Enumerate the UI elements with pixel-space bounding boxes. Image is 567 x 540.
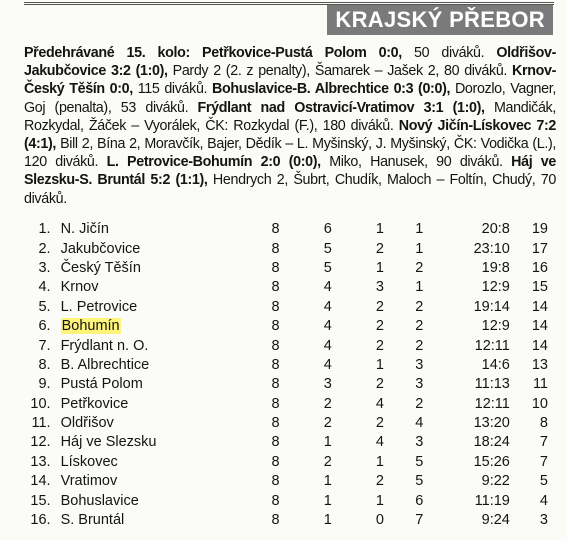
draws-cell: 1	[375, 356, 384, 373]
losses-cell: 2	[415, 259, 424, 276]
score-cell: 20:8	[481, 221, 510, 238]
points-cell: 19	[531, 221, 548, 238]
points-cell: 14	[531, 337, 548, 354]
points-cell: 7	[539, 453, 548, 470]
wins-cell: 5	[323, 240, 332, 257]
wins-cell: 3	[323, 376, 332, 393]
losses-cell: 1	[415, 221, 424, 238]
team-name: Háj ve Slezsku	[60, 434, 157, 451]
score-cell: 23:10	[473, 240, 510, 257]
points-cell: 14	[531, 318, 548, 335]
match-details: 115 diváků.	[132, 81, 213, 98]
points-cell: 16	[531, 259, 548, 276]
match-details: Hendrych 2, Šubrt, Chudík, Maloch – Foltín, Chudý, 70 diváků.	[24, 172, 556, 207]
played-cell: 8	[271, 376, 280, 393]
match-details: Dorozlo, Vagner, Goj (penalta), 53 diváků.	[24, 81, 557, 116]
team-name-highlighted: Bohumín	[61, 318, 120, 335]
table-row	[14, 336, 554, 355]
wins-cell: 6	[323, 221, 332, 238]
played-cell: 8	[271, 434, 280, 451]
points-cell: 11	[532, 376, 548, 393]
section-title: KRAJSKÝ PŘEBOR	[327, 5, 553, 35]
table-row	[14, 433, 554, 452]
table-row	[14, 220, 554, 239]
wins-cell: 4	[323, 298, 332, 315]
score-cell: 12:9	[481, 318, 510, 335]
score-cell: 12:9	[481, 279, 510, 296]
team-name: L. Petrovice	[60, 298, 138, 315]
team-cell	[61, 317, 253, 336]
score-cell: 9:22	[481, 473, 510, 490]
table-row	[14, 239, 554, 258]
losses-cell: 2	[415, 337, 424, 354]
rank-cell: 1.	[38, 221, 51, 238]
draws-cell: 1	[375, 453, 384, 470]
played-cell: 8	[271, 512, 280, 529]
match-result: Bohuslavice-B. Albrechtice 0:3 (0:0),	[212, 81, 451, 98]
table-row	[14, 453, 554, 472]
team-name: Krnov	[60, 279, 99, 296]
match-details: Pardy 2 (2. z penalty), Šamarek – Jašek 2, 80 diváků.	[167, 63, 513, 80]
rank-cell: 15.	[30, 492, 51, 509]
played-cell: 8	[271, 492, 280, 509]
match-result: Nový Jičín-Lískovec 7:2 (4:1),	[24, 117, 556, 153]
draws-cell: 2	[375, 473, 384, 490]
draws-cell: 4	[375, 434, 384, 451]
losses-cell: 6	[415, 492, 424, 509]
rank-cell: 5.	[38, 298, 51, 315]
wins-cell: 1	[323, 492, 332, 509]
losses-cell: 3	[415, 356, 424, 373]
played-cell: 8	[271, 356, 280, 373]
team-name: Petřkovice	[60, 395, 129, 412]
score-cell: 18:24	[473, 434, 510, 451]
losses-cell: 3	[415, 434, 424, 451]
losses-cell: 3	[415, 376, 424, 393]
losses-cell: 5	[415, 453, 424, 470]
wins-cell: 4	[323, 279, 332, 296]
played-cell: 8	[271, 221, 280, 238]
match-details: 50 diváků.	[401, 45, 497, 61]
table-row	[14, 414, 554, 433]
team-name: N. Jičín	[60, 221, 109, 238]
points-cell: 10	[531, 395, 548, 412]
losses-cell: 5	[415, 473, 424, 490]
wins-cell: 4	[323, 337, 332, 354]
table-row	[14, 511, 554, 530]
match-result: Oldřišov-Jakubčovice 3:2 (1:0),	[24, 45, 556, 80]
points-cell: 5	[539, 473, 548, 490]
points-cell: 7	[539, 434, 548, 451]
draws-cell: 3	[375, 279, 384, 296]
rank-cell: 4.	[38, 279, 51, 296]
draws-cell: 2	[375, 318, 384, 335]
match-result: Krnov-Český Těšín 0:0,	[24, 63, 557, 98]
team-name: Frýdlant n. O.	[60, 337, 149, 354]
draws-cell: 2	[375, 376, 384, 393]
score-cell: 19:8	[481, 259, 510, 276]
table-row	[14, 472, 554, 491]
match-details: Mandičák, Rozkydal, Žáček – Vyorálek, ČK: Rozkydal (F.), 180 diváků.	[24, 99, 556, 134]
rank-cell: 13.	[30, 453, 51, 470]
wins-cell: 4	[323, 318, 332, 335]
played-cell: 8	[271, 395, 280, 412]
team-name: Lískovec	[60, 453, 118, 470]
team-name: S. Bruntál	[60, 512, 125, 529]
draws-cell: 2	[375, 298, 384, 315]
score-cell: 12:11	[474, 337, 510, 354]
score-cell: 9:24	[481, 512, 510, 529]
wins-cell: 1	[323, 512, 332, 529]
rank-cell: 3.	[38, 259, 51, 276]
wins-cell: 1	[323, 434, 332, 451]
table-row	[14, 278, 554, 297]
rank-cell: 12.	[30, 434, 51, 451]
losses-cell: 2	[415, 298, 424, 315]
score-cell: 12:11	[474, 395, 510, 412]
rank-cell: 14.	[30, 473, 51, 490]
draws-cell: 4	[375, 395, 384, 412]
table-row	[14, 317, 554, 336]
points-cell: 13	[531, 356, 548, 373]
wins-cell: 4	[323, 356, 332, 373]
losses-cell: 2	[415, 395, 424, 412]
team-name: Pustá Polom	[60, 376, 143, 393]
match-details: Bill 2, Bína 2, Moravčík, Bajer, Dědík – L. Myšinský, J. Myšinský, ČK: Vodička (L.), 120 diváků.	[24, 136, 556, 171]
table-row	[14, 259, 554, 278]
match-result: Předehrávané 15. kolo: Petřkovice-Pustá Polom 0:0,	[24, 45, 402, 61]
draws-cell: 1	[375, 259, 384, 276]
played-cell: 8	[271, 279, 280, 296]
points-cell: 3	[539, 512, 548, 529]
score-cell: 19:14	[473, 298, 510, 315]
match-details: Miko, Hanusek, 90 diváků.	[320, 154, 512, 171]
points-cell: 8	[539, 415, 548, 432]
team-name: Vratimov	[60, 473, 118, 490]
table-row	[14, 356, 554, 375]
wins-cell: 2	[323, 453, 332, 470]
rank-cell: 9.	[38, 376, 51, 393]
match-result: Háj ve Slezsku-S. Bruntál 5:2 (1:1),	[24, 154, 556, 189]
losses-cell: 1	[415, 279, 424, 296]
wins-cell: 5	[323, 259, 332, 276]
team-name: Oldřišov	[60, 415, 114, 432]
played-cell: 8	[271, 259, 280, 276]
draws-cell: 2	[375, 240, 384, 257]
losses-cell: 4	[415, 415, 424, 432]
match-result: L. Petrovice-Bohumín 2:0 (0:0),	[106, 154, 321, 171]
draws-cell: 2	[375, 415, 384, 432]
rank-cell: 16.	[30, 512, 51, 529]
match-report	[24, 44, 556, 208]
played-cell: 8	[271, 473, 280, 490]
wins-cell: 1	[323, 473, 332, 490]
points-cell: 15	[531, 279, 548, 296]
team-name: B. Albrechtice	[60, 356, 150, 373]
match-result: Frýdlant nad Ostravicí-Vratimov 3:1 (1:0),	[197, 99, 485, 116]
draws-cell: 2	[375, 337, 384, 354]
table-row	[14, 298, 554, 317]
score-cell: 11:13	[474, 376, 510, 393]
played-cell: 8	[271, 240, 280, 257]
wins-cell: 2	[323, 395, 332, 412]
played-cell: 8	[271, 298, 280, 315]
rank-cell: 2.	[38, 240, 51, 257]
draws-cell: 0	[375, 512, 384, 529]
played-cell: 8	[271, 337, 280, 354]
losses-cell: 1	[415, 240, 424, 257]
draws-cell: 1	[375, 492, 384, 509]
score-cell: 15:26	[473, 453, 510, 470]
rank-cell: 6.	[38, 318, 51, 335]
points-cell: 17	[531, 240, 548, 257]
played-cell: 8	[271, 415, 280, 432]
standings-body	[14, 220, 554, 530]
rank-cell: 11.	[31, 415, 51, 432]
table-row	[14, 491, 554, 510]
standings-table	[14, 220, 554, 530]
points-cell: 4	[539, 492, 548, 509]
table-row	[14, 395, 554, 414]
rank-cell: 8.	[38, 356, 51, 373]
played-cell: 8	[271, 318, 280, 335]
losses-cell: 2	[415, 318, 424, 335]
team-name: Český Těšín	[60, 259, 141, 276]
score-cell: 14:6	[481, 356, 510, 373]
team-name: Bohuslavice	[60, 492, 139, 509]
played-cell: 8	[271, 453, 280, 470]
score-cell: 13:20	[473, 415, 510, 432]
points-cell: 14	[531, 298, 548, 315]
rank-cell: 10.	[30, 395, 51, 412]
team-name: Jakubčovice	[60, 240, 141, 257]
score-cell: 11:19	[474, 492, 510, 509]
table-row	[14, 375, 554, 394]
draws-cell: 1	[375, 221, 384, 238]
wins-cell: 2	[323, 415, 332, 432]
rank-cell: 7.	[38, 337, 51, 354]
losses-cell: 7	[415, 512, 424, 529]
